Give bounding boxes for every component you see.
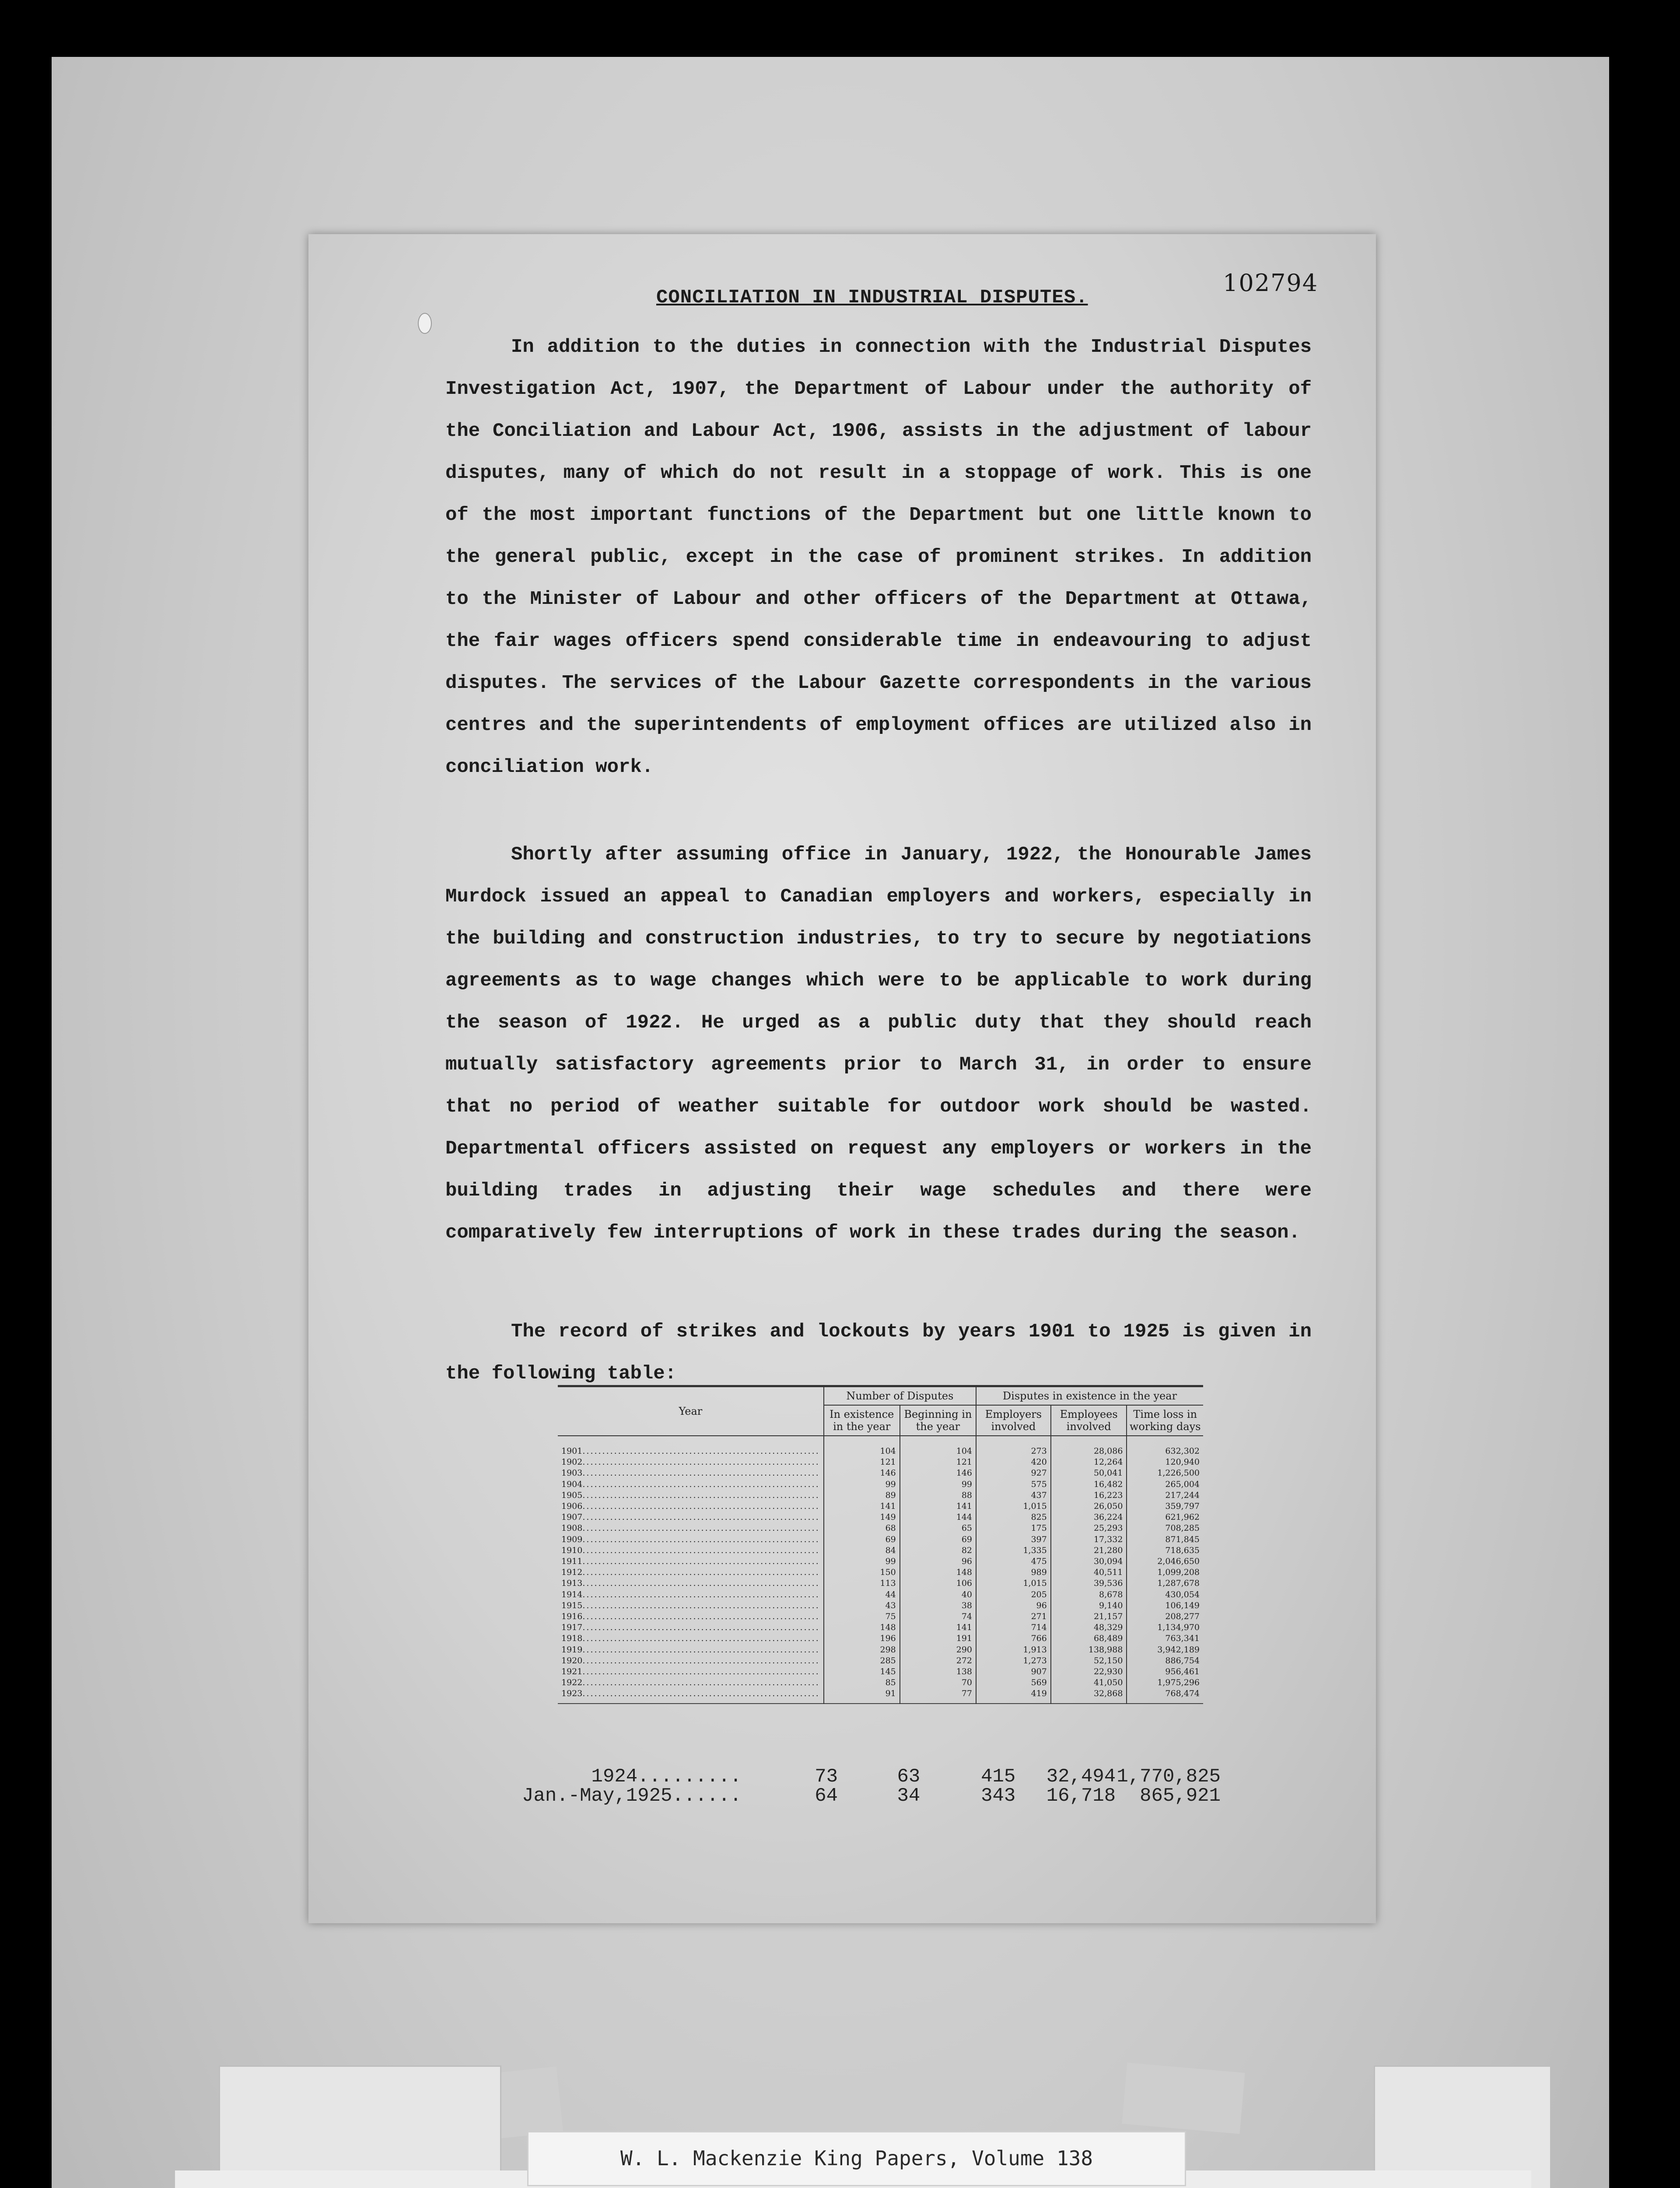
value-cell: 141 — [900, 1501, 976, 1512]
value-cell: 99 — [824, 1556, 900, 1567]
value-cell: 148 — [900, 1567, 976, 1578]
typed-year-cell: Jan.-May,1925...... — [522, 1785, 742, 1807]
leader-dots: ............................................................ — [582, 1645, 820, 1655]
col-header-beginning: Beginning in the year — [900, 1405, 976, 1436]
value-cell: 22,930 — [1051, 1666, 1127, 1677]
value-cell: 766 — [976, 1633, 1051, 1644]
year-cell: 1921............................................................ — [561, 1667, 820, 1677]
group-header-number-of-disputes: Number of Disputes — [824, 1386, 976, 1406]
leader-dots: ............................................................ — [582, 1667, 820, 1677]
leader-dots: ............................................................ — [582, 1689, 820, 1699]
value-cell: 39,536 — [1051, 1578, 1127, 1589]
value-cell: 1,015 — [976, 1578, 1051, 1589]
year-cell: 1920............................................................ — [561, 1655, 820, 1666]
table-row — [558, 1490, 1203, 1501]
year-cell: 1910............................................................ — [561, 1545, 820, 1555]
value-cell: 430,054 — [1127, 1589, 1203, 1600]
table-row — [558, 1633, 1203, 1644]
value-cell: 768,474 — [1127, 1688, 1203, 1703]
leader-dots: ............................................................ — [582, 1457, 820, 1467]
paragraph-1: In addition to the duties in connection with the Industrial Disputes Investigation Act, 1907, the Department of Labour under the authority of the Conciliation and Labour Act, 1906, assists in the adjustment of labour disputes, many of which do not result in a stoppage of work. This is one of the most important functions of the Department but one little known to the general public, except in the case of prominent strikes. In addition to the Minister of Labour and other officers of the Department at Ottawa, the fair wages officers spend considerable time in endeavouring to adjust disputes. The services of the Labour Gazette correspondents in the various centres and the superintendents of employment offices are utilized also in conciliation work. — [445, 336, 1312, 778]
typed-value-cell: 865,921 — [1140, 1785, 1221, 1807]
table-row — [558, 1479, 1203, 1490]
value-cell: 25,293 — [1051, 1523, 1127, 1534]
typed-row — [503, 1767, 1221, 1786]
year-cell: 1907............................................................ — [561, 1512, 820, 1522]
table-row — [558, 1578, 1203, 1589]
value-cell: 69 — [824, 1534, 900, 1545]
value-cell: 121 — [824, 1457, 900, 1468]
value-cell: 99 — [900, 1479, 976, 1490]
value-cell: 96 — [976, 1600, 1051, 1611]
table-row — [558, 1436, 1203, 1457]
value-cell: 575 — [976, 1479, 1051, 1490]
year-cell: 1911............................................................ — [561, 1557, 820, 1567]
paragraph-3: The record of strikes and lockouts by years 1901 to 1925 is given in the following table: — [445, 1321, 1312, 1385]
leader-dots: ............................................................ — [582, 1678, 820, 1688]
value-cell: 208,277 — [1127, 1611, 1203, 1622]
value-cell: 419 — [976, 1688, 1051, 1703]
year-cell: 1913............................................................ — [561, 1578, 820, 1588]
value-cell: 475 — [976, 1556, 1051, 1567]
leader-dots: ............................................................ — [582, 1600, 820, 1610]
col-header-in-existence: In existence in the year — [824, 1405, 900, 1436]
value-cell: 9,140 — [1051, 1600, 1127, 1611]
value-cell: 50,041 — [1051, 1468, 1127, 1479]
value-cell: 2,046,650 — [1127, 1556, 1203, 1567]
value-cell: 43 — [824, 1600, 900, 1611]
value-cell: 30,094 — [1051, 1556, 1127, 1567]
value-cell: 217,244 — [1127, 1490, 1203, 1501]
value-cell: 298 — [824, 1645, 900, 1655]
value-cell: 65 — [900, 1523, 976, 1534]
leader-dots: ............................................................ — [582, 1479, 820, 1489]
col-header-employees: Employees involved — [1051, 1405, 1127, 1436]
table-row — [558, 1622, 1203, 1633]
year-cell: 1917............................................................ — [561, 1623, 820, 1633]
value-cell: 26,050 — [1051, 1501, 1127, 1512]
value-cell: 106,149 — [1127, 1600, 1203, 1611]
value-cell: 75 — [824, 1611, 900, 1622]
leader-dots: ............................................................ — [582, 1534, 820, 1544]
value-cell: 8,678 — [1051, 1589, 1127, 1600]
value-cell: 141 — [900, 1622, 976, 1633]
col-header-time-loss: Time loss in working days — [1127, 1405, 1203, 1436]
value-cell: 1,273 — [976, 1655, 1051, 1666]
value-cell: 1,226,500 — [1127, 1468, 1203, 1479]
year-cell: 1901............................................................ — [561, 1446, 820, 1456]
value-cell: 68 — [824, 1523, 900, 1534]
value-cell: 28,086 — [1051, 1436, 1127, 1457]
value-cell: 138 — [900, 1666, 976, 1677]
year-cell: 1909............................................................ — [561, 1534, 820, 1544]
leader-dots: ............................................................ — [582, 1655, 820, 1666]
value-cell: 21,280 — [1051, 1545, 1127, 1556]
value-cell: 420 — [976, 1457, 1051, 1468]
value-cell: 1,975,296 — [1127, 1677, 1203, 1688]
typed-value-cell: 1,770,825 — [1116, 1766, 1221, 1788]
value-cell: 40 — [900, 1589, 976, 1600]
value-cell: 88 — [900, 1490, 976, 1501]
value-cell: 191 — [900, 1633, 976, 1644]
value-cell: 82 — [900, 1545, 976, 1556]
typed-value-cell: 63 — [897, 1766, 920, 1788]
value-cell: 141 — [824, 1501, 900, 1512]
value-cell: 397 — [976, 1534, 1051, 1545]
table-row — [558, 1512, 1203, 1523]
value-cell: 106 — [900, 1578, 976, 1589]
year-cell: 1904............................................................ — [561, 1479, 820, 1489]
table-row — [558, 1666, 1203, 1677]
table-row — [558, 1611, 1203, 1622]
year-cell: 1905............................................................ — [561, 1490, 820, 1500]
value-cell: 714 — [976, 1622, 1051, 1633]
table-row — [558, 1600, 1203, 1611]
value-cell: 708,285 — [1127, 1523, 1203, 1534]
value-cell: 69 — [900, 1534, 976, 1545]
value-cell: 1,913 — [976, 1645, 1051, 1655]
collection-label — [527, 2131, 1186, 2186]
leader-dots: ............................................................ — [582, 1578, 820, 1588]
value-cell: 68,489 — [1051, 1633, 1127, 1644]
value-cell: 437 — [976, 1490, 1051, 1501]
value-cell: 205 — [976, 1589, 1051, 1600]
year-cell: 1918............................................................ — [561, 1634, 820, 1644]
document-number: 102794 — [1223, 269, 1319, 297]
value-cell: 718,635 — [1127, 1545, 1203, 1556]
value-cell: 91 — [824, 1688, 900, 1703]
value-cell: 763,341 — [1127, 1633, 1203, 1644]
leader-dots: ............................................................ — [582, 1545, 820, 1555]
value-cell: 52,150 — [1051, 1655, 1127, 1666]
value-cell: 38 — [900, 1600, 976, 1611]
typed-year-cell: 1924......... — [591, 1766, 742, 1788]
typed-value-cell: 34 — [897, 1785, 920, 1807]
leader-dots: ............................................................ — [582, 1612, 820, 1622]
year-cell: 1914............................................................ — [561, 1589, 820, 1599]
value-cell: 272 — [900, 1655, 976, 1666]
value-cell: 1,099,208 — [1127, 1567, 1203, 1578]
value-cell: 70 — [900, 1677, 976, 1688]
value-cell: 85 — [824, 1677, 900, 1688]
table-row — [558, 1589, 1203, 1600]
value-cell: 621,962 — [1127, 1512, 1203, 1523]
value-cell: 907 — [976, 1666, 1051, 1677]
table-row — [558, 1567, 1203, 1578]
leader-dots: ............................................................ — [582, 1589, 820, 1599]
typed-value-cell: 73 — [815, 1766, 838, 1788]
leader-dots: ............................................................ — [582, 1468, 820, 1478]
paragraph-2: Shortly after assuming office in January, 1922, the Honourable James Murdock issued an appeal to Canadian employers and workers, especially in the building and construction industries, to try to secure by negotiations agreements as to wage changes which were to be applicable to work during the season of 1922. He urged as a public duty that they should reach mutually satisfactory agreements prior to March 31, in order to ensure that no period of weather suitable for outdoor work should be wasted. Departmental officers assisted on request any employers or workers in the building trades in adjusting their wage schedules and there were comparatively few interruptions of work in these trades during the season. — [445, 844, 1312, 1244]
value-cell: 273 — [976, 1436, 1051, 1457]
table-row — [558, 1556, 1203, 1567]
value-cell: 196 — [824, 1633, 900, 1644]
value-cell: 886,754 — [1127, 1655, 1203, 1666]
group-header-disputes-in-existence: Disputes in existence in the year — [976, 1386, 1203, 1406]
table-row — [558, 1645, 1203, 1655]
year-cell: 1912............................................................ — [561, 1567, 820, 1578]
value-cell: 17,332 — [1051, 1534, 1127, 1545]
value-cell: 40,511 — [1051, 1567, 1127, 1578]
year-cell: 1916............................................................ — [561, 1612, 820, 1622]
year-cell: 1915............................................................ — [561, 1600, 820, 1610]
typed-row — [503, 1786, 1221, 1806]
value-cell: 121 — [900, 1457, 976, 1468]
table-row — [558, 1677, 1203, 1688]
year-cell: 1906............................................................ — [561, 1501, 820, 1511]
value-cell: 41,050 — [1051, 1677, 1127, 1688]
table-row — [558, 1534, 1203, 1545]
leader-dots: ............................................................ — [582, 1512, 820, 1522]
value-cell: 113 — [824, 1578, 900, 1589]
tape-right — [1122, 2063, 1245, 2134]
typed-value-cell: 32,494 — [1046, 1766, 1116, 1788]
table-row — [558, 1545, 1203, 1556]
value-cell: 146 — [900, 1468, 976, 1479]
leader-dots: ............................................................ — [582, 1623, 820, 1633]
value-cell: 74 — [900, 1611, 976, 1622]
value-cell: 175 — [976, 1523, 1051, 1534]
document-title: CONCILIATION IN INDUSTRIAL DISPUTES. — [656, 287, 1088, 309]
value-cell: 927 — [976, 1468, 1051, 1479]
value-cell: 84 — [824, 1545, 900, 1556]
value-cell: 146 — [824, 1468, 900, 1479]
leader-dots: ............................................................ — [582, 1557, 820, 1567]
value-cell: 99 — [824, 1479, 900, 1490]
leader-dots: ............................................................ — [582, 1446, 820, 1456]
value-cell: 145 — [824, 1666, 900, 1677]
value-cell: 16,223 — [1051, 1490, 1127, 1501]
value-cell: 89 — [824, 1490, 900, 1501]
disputes-table — [558, 1385, 1203, 1704]
table-row — [558, 1457, 1203, 1468]
value-cell: 569 — [976, 1677, 1051, 1688]
value-cell: 359,797 — [1127, 1501, 1203, 1512]
value-cell: 825 — [976, 1512, 1051, 1523]
punch-hole — [418, 313, 432, 334]
leader-dots: ............................................................ — [582, 1567, 820, 1578]
year-cell: 1919............................................................ — [561, 1645, 820, 1655]
value-cell: 21,157 — [1051, 1611, 1127, 1622]
value-cell: 104 — [824, 1436, 900, 1457]
table-row — [558, 1655, 1203, 1666]
value-cell: 32,868 — [1051, 1688, 1127, 1703]
value-cell: 120,940 — [1127, 1457, 1203, 1468]
value-cell: 3,942,189 — [1127, 1645, 1203, 1655]
value-cell: 1,134,970 — [1127, 1622, 1203, 1633]
value-cell: 150 — [824, 1567, 900, 1578]
leader-dots: ............................................................ — [582, 1501, 820, 1511]
value-cell: 144 — [900, 1512, 976, 1523]
value-cell: 265,004 — [1127, 1479, 1203, 1490]
typed-value-cell: 16,718 — [1046, 1785, 1116, 1807]
value-cell: 989 — [976, 1567, 1051, 1578]
mount-tab-right — [1374, 2065, 1551, 2188]
value-cell: 290 — [900, 1645, 976, 1655]
value-cell: 77 — [900, 1688, 976, 1703]
typed-value-cell: 64 — [815, 1785, 838, 1807]
mount-tab-left — [219, 2065, 501, 2188]
value-cell: 36,224 — [1051, 1512, 1127, 1523]
year-cell: 1903............................................................ — [561, 1468, 820, 1478]
value-cell: 44 — [824, 1589, 900, 1600]
year-cell: 1908............................................................ — [561, 1523, 820, 1533]
value-cell: 956,461 — [1127, 1666, 1203, 1677]
year-cell: 1922............................................................ — [561, 1678, 820, 1688]
value-cell: 148 — [824, 1622, 900, 1633]
value-cell: 16,482 — [1051, 1479, 1127, 1490]
typed-value-cell: 343 — [981, 1785, 1016, 1807]
value-cell: 48,329 — [1051, 1622, 1127, 1633]
year-cell: 1902............................................................ — [561, 1457, 820, 1467]
leader-dots: ............................................................ — [582, 1634, 820, 1644]
value-cell: 149 — [824, 1512, 900, 1523]
table-row — [558, 1468, 1203, 1479]
value-cell: 632,302 — [1127, 1436, 1203, 1457]
col-header-employers: Employers involved — [976, 1405, 1051, 1436]
leader-dots: ............................................................ — [582, 1523, 820, 1533]
value-cell: 1,335 — [976, 1545, 1051, 1556]
collection-label-text: W. L. Mackenzie King Papers, Volume 138 — [620, 2146, 1093, 2170]
typed-rows-table — [503, 1767, 1221, 1806]
value-cell: 96 — [900, 1556, 976, 1567]
value-cell: 871,845 — [1127, 1534, 1203, 1545]
value-cell: 1,015 — [976, 1501, 1051, 1512]
value-cell: 138,988 — [1051, 1645, 1127, 1655]
value-cell: 104 — [900, 1436, 976, 1457]
value-cell: 1,287,678 — [1127, 1578, 1203, 1589]
col-header-year: Year — [558, 1386, 824, 1436]
year-cell: 1923............................................................ — [561, 1689, 820, 1699]
typed-value-cell: 415 — [981, 1766, 1016, 1788]
table-row — [558, 1501, 1203, 1512]
leader-dots: ............................................................ — [582, 1490, 820, 1500]
value-cell: 271 — [976, 1611, 1051, 1622]
table-row — [558, 1688, 1203, 1703]
table-row — [558, 1523, 1203, 1534]
value-cell: 285 — [824, 1655, 900, 1666]
value-cell: 12,264 — [1051, 1457, 1127, 1468]
